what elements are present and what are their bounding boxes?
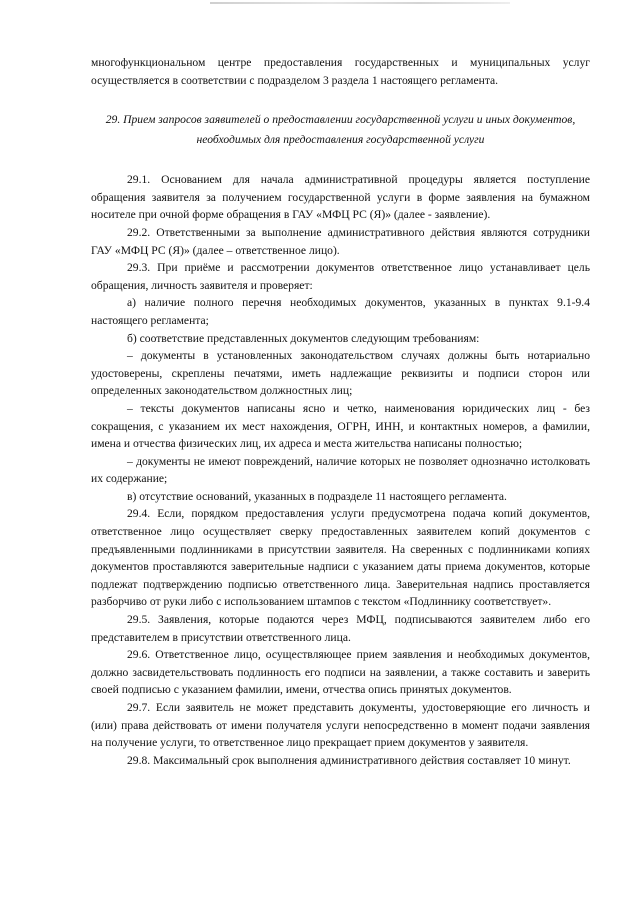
requirement-item-1: – документы в установленных законодательством случаях должны быть нотариально удостоверены, скреплены печатями, иметь надлежащие реквизиты и подписи сторон или определенных законодательством должностных лиц;	[91, 349, 590, 398]
scan-artifact	[210, 2, 510, 4]
section-title: 29. Прием запросов заявителей о предоставлении государственной услуги и иных документов, необходимых для предоставления государственной услуги	[105, 113, 576, 147]
list-item-c: в) отсутствие оснований, указанных в подразделе 11 настоящего регламента.	[127, 489, 507, 503]
paragraph-29-1: 29.1. Основанием для начала административной процедуры является поступление обращения заявителя за получением государственной услуги в форме заявления на бумажном носителе при очной форме обращения в ГАУ «МФЦ РС (Я)» (далее - заявление).	[91, 173, 590, 222]
paragraph-29-2: 29.2. Ответственными за выполнение административного действия являются сотрудники ГАУ «МФЦ РС (Я)» (далее – ответственное лицо).	[91, 225, 590, 257]
paragraph-29-3: 29.3. При приёме и рассмотрении документов ответственное лицо устанавливает цель обращения, личность заявителя и проверяет:	[91, 261, 590, 292]
paragraph-29-8: 29.8. Максимальный срок выполнения административного действия составляет 10 минут.	[127, 753, 571, 767]
requirement-item-3: – документы не имеют повреждений, наличие которых не позволяет однозначно истолковать их содержание;	[91, 454, 590, 486]
list-item-b: б) соответствие представленных документов следующим требованиям:	[127, 331, 480, 345]
document-page	[91, 54, 590, 769]
paragraph-29-6: 29.6. Ответственное лицо, осуществляющее прием заявления и необходимых документов, должно засвидетельствовать подлинность его подписи на заявлении, а также составить и заверить своей подписью с указанием фамилии, имени, отчества опись принятых документов.	[91, 648, 590, 697]
paragraph-29-7: 29.7. Если заявитель не может представить документы, удостоверяющие его личность и (или) права действовать от имени получателя услуги непосредственно в момент подачи заявления на получение услуги, то ответственное лицо прекращает прием документов у заявителя.	[91, 701, 590, 750]
requirement-item-2: – тексты документов написаны ясно и четко, наименования юридических лиц - без сокращения, с указанием их мест нахождения, ОГРН, ИНН, и контактных номеров, а фамилии, имена и отчества физических лиц, их адреса и места жительства написаны полностью;	[91, 401, 590, 451]
intro-paragraph: многофункциональном центре предоставления государственных и муниципальных услуг осуществляется в соответствии с подразделом 3 раздела 1 настоящего регламента.	[91, 56, 590, 87]
paragraph-29-5: 29.5. Заявления, которые подаются через МФЦ, подписываются заявителем либо его представителем в присутствии ответственного лица.	[91, 613, 590, 644]
list-item-a: а) наличие полного перечня необходимых документов, указанных в пунктах 9.1-9.4 настоящего регламента;	[91, 296, 590, 327]
paragraph-29-4: 29.4. Если, порядком предоставления услуги предусмотрена подача копий документов, ответственное лицо осуществляет сверку предоставленных заявителем копий документов с предъявленными подлинниками в присутствии заявителя. На сверенных с подлинниками копиях документов проставляются заверительные надписи с указанием даты приема документов, которые подлежат подтверждению подписью ответственного лица. Заверительная надпись проставляется разборчиво от руки либо с использованием штампов с текстом «Подлиннику соответствует».	[91, 507, 590, 609]
